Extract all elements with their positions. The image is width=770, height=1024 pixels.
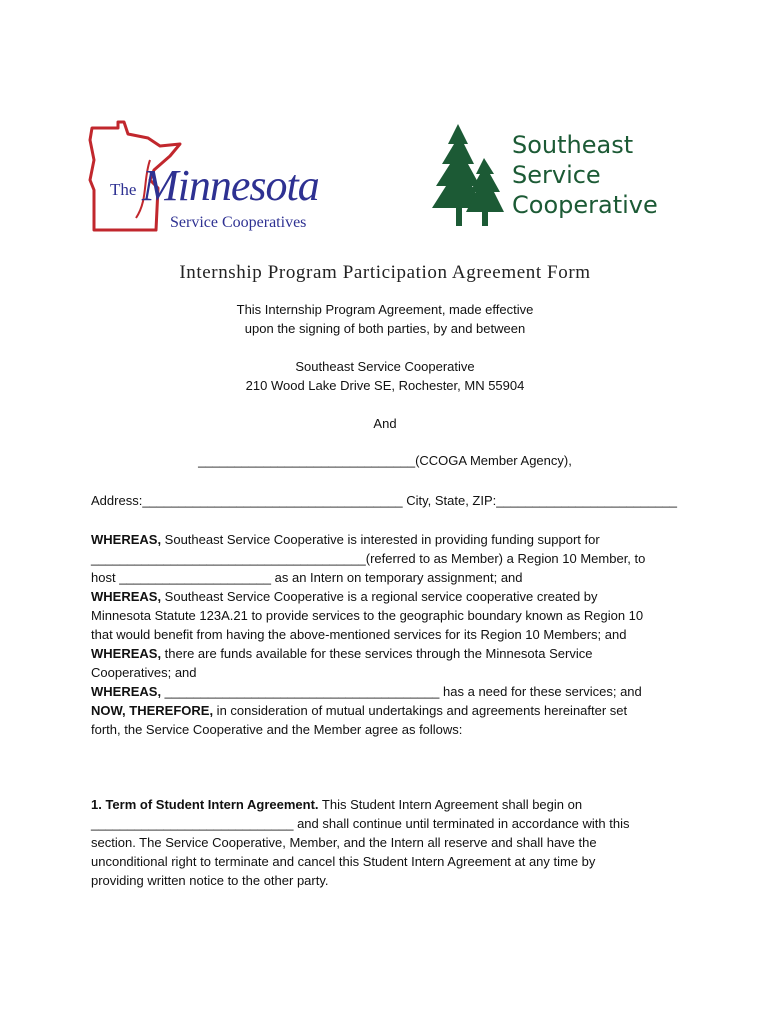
recital-text: Southeast Service Cooperative is a regional service cooperative created by: [161, 589, 598, 604]
address-label: Address:: [91, 493, 143, 508]
recital-2b: [91, 606, 691, 625]
intro-line-1: This Internship Program Agreement, made effective: [236, 302, 534, 317]
recital-text: Minnesota Statute 123A.21 to provide services to the geographic boundary known as Region 10: [91, 608, 644, 623]
logo-se-line1: Southeast: [512, 131, 634, 159]
now-therefore-label: NOW, THEREFORE,: [91, 703, 214, 718]
recital-2c: [91, 625, 691, 644]
party1-address: 210 Wood Lake Drive SE, Rochester, MN 55904: [245, 378, 525, 393]
logo-subtitle: Service Cooperatives: [170, 214, 307, 231]
logo-se-line3: Cooperative: [512, 191, 658, 219]
intern-name-blank[interactable]: _____________________: [119, 570, 272, 585]
section-1-text: This Student Intern Agreement shall begin on: [318, 797, 583, 812]
recital-5b: [91, 720, 691, 739]
member-need-blank[interactable]: ______________________________________: [161, 684, 440, 699]
southeast-service-cooperative-logo: [430, 122, 680, 230]
recital-text: there are funds available for these services through the Minnesota Service: [161, 646, 593, 661]
section-1-text: and shall continue until terminated in accordance with this: [293, 816, 630, 831]
recital-text: Cooperatives; and: [91, 665, 197, 680]
party2-line: [0, 453, 770, 468]
section-1-text: providing written notice to the other party.: [91, 873, 329, 888]
section-1-term: [91, 795, 691, 890]
recital-text: forth, the Service Cooperative and the Member agree as follows:: [91, 722, 463, 737]
recital-3b: [91, 663, 691, 682]
recital-5: [91, 701, 691, 720]
logo-minnesota-script: Minnesota: [142, 161, 319, 210]
logo-se-line2: Service: [512, 161, 601, 189]
whereas-label: WHEREAS,: [91, 646, 162, 661]
intro-line-2: upon the signing of both parties, by and between: [244, 321, 526, 336]
city-state-zip-blank[interactable]: _________________________: [496, 493, 678, 508]
recital-text: has a need for these services; and: [439, 684, 642, 699]
recital-text: that would benefit from having the above-mentioned services for its Region 10 Members; and: [91, 627, 627, 642]
recital-text: host: [91, 570, 120, 585]
document-title: Internship Program Participation Agreement Form: [179, 262, 591, 283]
recital-4: [91, 682, 691, 701]
member-agency-blank[interactable]: ______________________________: [198, 453, 416, 468]
minnesota-service-cooperatives-logo: [88, 120, 328, 238]
start-date-blank[interactable]: ____________________________: [91, 816, 294, 831]
recitals: [91, 530, 691, 739]
address-line: [91, 491, 691, 510]
party1-name: Southeast Service Cooperative: [295, 359, 475, 374]
and-text: And: [373, 416, 397, 431]
recital-text: Southeast Service Cooperative is interested in providing funding support for: [161, 532, 600, 547]
member-agency-label: (CCOGA Member Agency),: [415, 453, 572, 468]
whereas-label: WHEREAS,: [91, 532, 162, 547]
whereas-label: WHEREAS,: [91, 589, 162, 604]
recital-text: in consideration of mutual undertakings and agreements hereinafter set: [213, 703, 628, 718]
pine-trees-icon: [430, 122, 510, 230]
recital-text: as an Intern on temporary assignment; and: [271, 570, 523, 585]
address-blank[interactable]: ____________________________________: [142, 493, 403, 508]
whereas-label: WHEREAS,: [91, 684, 162, 699]
section-1-text: section. The Service Cooperative, Member, and the Intern all reserve and shall have the: [91, 835, 597, 850]
member-name-blank[interactable]: ______________________________________: [91, 551, 366, 566]
logo-the-text: The: [110, 180, 137, 199]
recital-text: (referred to as Member) a Region 10 Member, to: [365, 551, 646, 566]
recital-1b: [91, 549, 691, 568]
city-state-zip-label: City, State, ZIP:: [402, 493, 497, 508]
recital-1c: [91, 568, 691, 587]
recital-2: [91, 587, 691, 606]
recital-1: [91, 530, 691, 549]
recital-3: [91, 644, 691, 663]
section-1-heading: 1. Term of Student Intern Agreement.: [91, 797, 319, 812]
section-1-text: unconditional right to terminate and cancel this Student Intern Agreement at any time by: [91, 854, 596, 869]
